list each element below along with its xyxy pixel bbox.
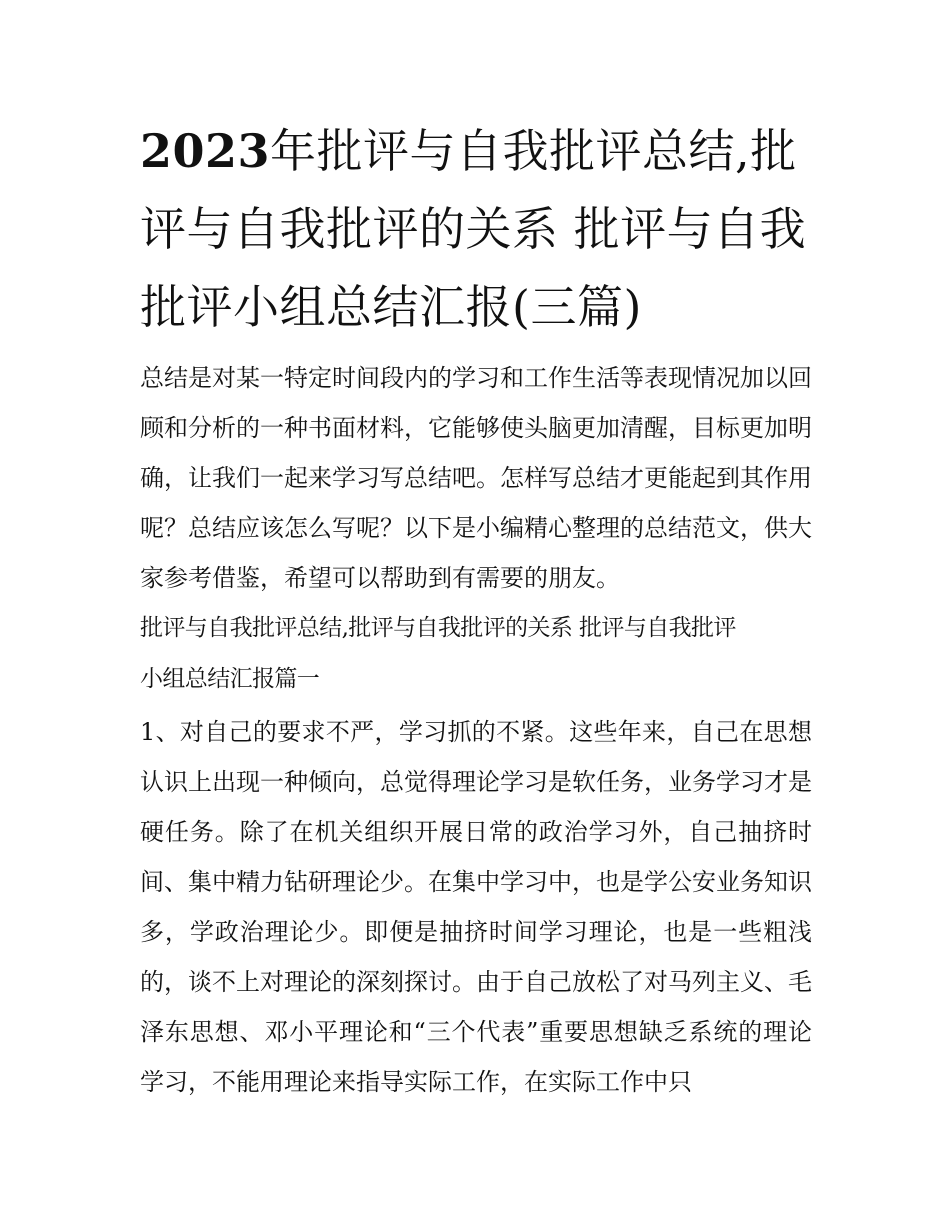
document-page xyxy=(140,112,812,1107)
title-year: 2023 xyxy=(140,124,271,178)
document-title xyxy=(140,112,812,346)
title-text: 年批评与自我批评总结,批评与自我批评的关系 批评与自我批评小组总结汇报(三篇) xyxy=(140,124,807,334)
section-heading-line-1: 批评与自我批评总结,批评与自我批评的关系 批评与自我批评 xyxy=(140,615,736,641)
body-paragraph: 1、对自己的要求不严，学习抓的不紧。这些年来，自己在思想认识上出现一种倾向，总觉得理论学习是软任务，业务学习才是硬任务。除了在机关组织开展日常的政治学习外，自己抽挤时间、集中精力钻研理论少。在集中学习中，也是学公安业务知识多，学政治理论少。即便是抽挤时间学习理论，也是一些粗浅的，谈不上对理论的深刻探讨。由于自己放松了对马列主义、毛泽东思想、邓小平理论和“三个代表”重要思想缺乏系统的理论学习，不能用理论来指导实际工作，在实际工作中只 xyxy=(140,718,812,1096)
intro-paragraph: 总结是对某一特定时间段内的学习和工作生活等表现情况加以回顾和分析的一种书面材料，它能够使头脑更加清醒，目标更加明确，让我们一起来学习写总结吧。怎样写总结才更能起到其作用呢？总结应该怎么写呢？以下是小编精心整理的总结范文，供大家参考借鉴，希望可以帮助到有需要的朋友。 xyxy=(140,364,812,592)
section-heading xyxy=(140,603,812,705)
section-heading-line-2: 小组总结汇报篇一 xyxy=(140,666,320,692)
